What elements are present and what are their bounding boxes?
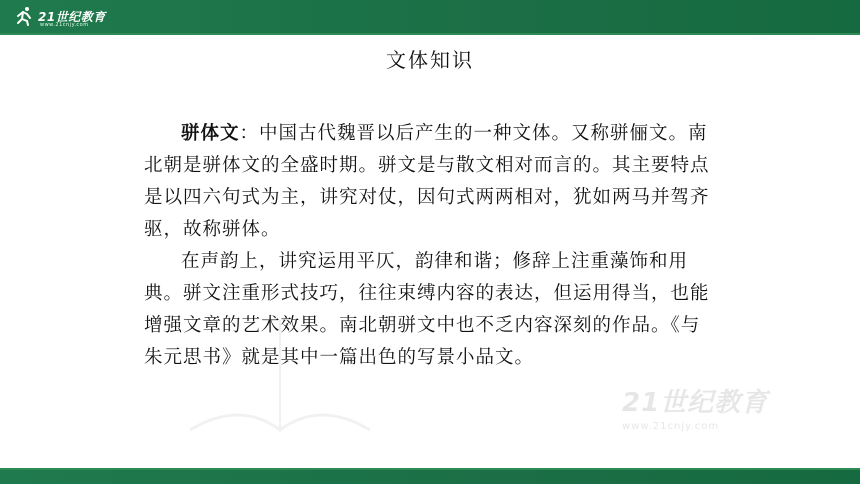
header-bar [0, 0, 860, 33]
slide-body [144, 118, 714, 374]
watermark-url: www.21cnjy.com [622, 421, 720, 432]
term-pianti: 骈体文 [181, 123, 240, 144]
header-divider [0, 33, 860, 35]
logo-url: www.21cnjy.com [40, 22, 89, 28]
paragraph-1-text: ：中国古代魏晋以后产生的一种文体。又称骈俪文。南北朝是骈体文的全盛时期。骈文是与散文相对而言的。其主要特点是以四六句式为主，讲究对仗，因句式两两相对，犹如两马并驾齐驱，故称骈体。 [144, 123, 710, 240]
logo-text: 21世纪教育 [38, 9, 106, 24]
runner-logo-icon [14, 6, 34, 26]
watermark-logo-text: 21世纪教育 [622, 388, 769, 418]
paragraph-2: 在声韵上，讲究运用平仄，韵律和谐；修辞上注重藻饰和用典。骈文注重形式技巧，往往束缚内容的表达，但运用得当，也能增强文章的艺术效果。南北朝骈文中也不乏内容深刻的作品。《与朱元思书》就是其中一篇出色的写景小品文。 [144, 251, 710, 368]
paragraph-1 [144, 118, 714, 246]
slide-title: 文体知识 [386, 48, 474, 72]
footer-bar [0, 470, 860, 484]
watermark [622, 382, 822, 442]
